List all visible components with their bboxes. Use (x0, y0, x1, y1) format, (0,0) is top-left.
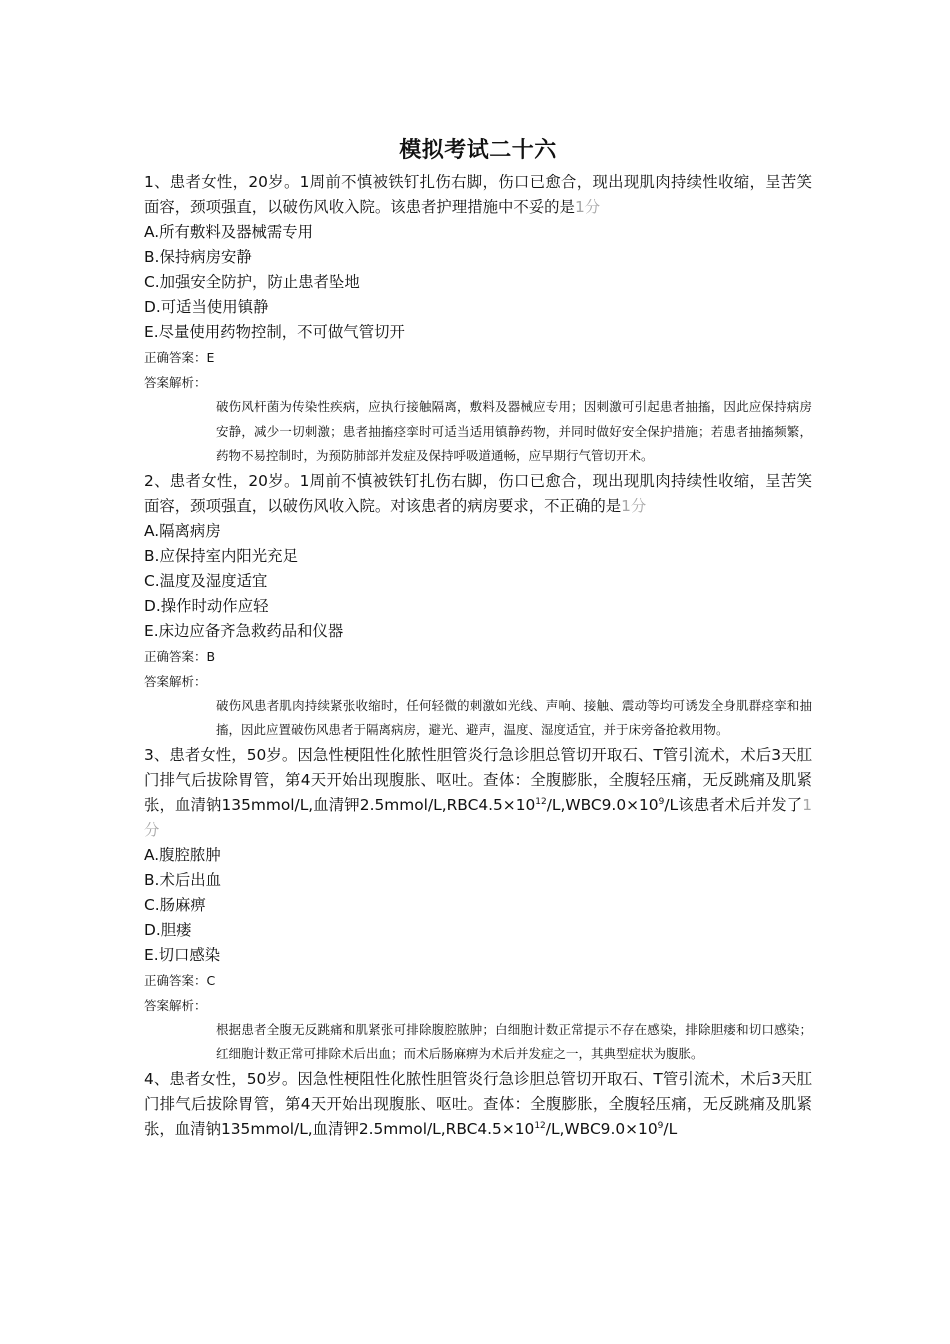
correct-answer-label: 正确答案： (144, 972, 207, 988)
question-text: 4、患者女性，50岁。因急性梗阻性化脓性胆管炎行急诊胆总管切开取石、T管引流术，术后3天肛门排气后拔除胃管，第4天开始出现腹胀、呕吐。查体：全腹膨胀，全腹轻压痛，无反跳痛及肌紧张，血清钠135mmol/L,血清钾2.5mmol/L,RBC4.5×10 (144, 1069, 812, 1138)
correct-answer (144, 968, 812, 993)
correct-answer-label: 正确答案： (144, 648, 207, 664)
option-c: C.温度及湿度适宜 (144, 571, 268, 590)
explanation-label: 答案解析： (144, 673, 207, 689)
option-a: A.隔离病房 (144, 521, 221, 540)
option-e: E.切口感染 (144, 945, 221, 964)
question-text: /L,WBC9.0×10 (545, 1119, 658, 1138)
option-d: D.胆瘘 (144, 920, 192, 939)
question-text: /L,WBC9.0×10 (546, 795, 659, 814)
superscript: 12 (535, 796, 547, 807)
option-b: B.保持病房安静 (144, 248, 252, 266)
question-text: 3、患者女性，50岁。因急性梗阻性化脓性胆管炎行急诊胆总管切开取石、T管引流术，术后3天肛门排气后拔除胃管，第4天开始出现腹胀、呕吐。查体：全腹膨胀，全腹轻压痛，无反跳痛及肌紧张，血清钠135mmol/L,血清钾2.5mmol/L,RBC4.5×10 (144, 745, 812, 814)
question-stem (144, 1067, 812, 1142)
option-d: D.操作时动作应轻 (144, 596, 269, 615)
option-b: B.术后出血 (144, 870, 222, 889)
question-text: /L (663, 1119, 678, 1138)
option-b: B.应保持室内阳光充足 (144, 546, 298, 565)
question-points: 1分 (621, 496, 647, 515)
superscript: 9 (658, 796, 665, 807)
option-e: E.尽量使用药物控制，不可做气管切开 (144, 323, 405, 341)
question-stem (144, 170, 812, 220)
question-stem (144, 469, 812, 519)
option-a: A.所有敷料及器械需专用 (144, 223, 314, 241)
question-stem (144, 743, 812, 843)
page-title: 模拟考试二十六 (399, 137, 557, 163)
option-c: C.加强安全防护，防止患者坠地 (144, 273, 360, 291)
question-points: 1分 (574, 198, 601, 216)
correct-answer-label: 正确答案： (144, 350, 207, 365)
option-c: C.肠麻痹 (144, 895, 206, 914)
option-a: A.腹腔脓肿 (144, 845, 221, 864)
document-content (144, 134, 812, 1142)
superscript: 12 (534, 1120, 546, 1131)
question-text: 1、患者女性，20岁。1周前不慎被铁钉扎伤右脚，伤口已愈合，现出现肌肉持续性收缩，呈苦笑面容，颈项强直，以破伤风收入院。该患者护理措施中不妥的是 (144, 173, 812, 216)
correct-answer-value: C (206, 972, 216, 988)
question-text: 2、患者女性，20岁。1周前不慎被铁钉扎伤右脚，伤口已愈合，现出现肌肉持续性收缩，呈苦笑面容，颈项强直，以破伤风收入院。对该患者的病房要求，不正确的是 (144, 471, 812, 515)
explanation-text: 破伤风杆菌为传染性疾病，应执行接触隔离，敷料及器械应专用；因刺激可引起患者抽搐，因此应保持病房安静，减少一切刺激；患者抽搐痉挛时可适当适用镇静药物，并同时做好安全保护措施；若患者抽搐频繁，药物不易控制时，为预防肺部并发症及保持呼吸道通畅，应早期行气管切开术。 (216, 399, 812, 463)
superscript: 9 (657, 1120, 664, 1131)
correct-answer-value: B (206, 648, 216, 664)
correct-answer-value: E (206, 350, 215, 365)
question-points: 1分 (144, 795, 812, 839)
question-text: /L该患者术后并发了 (664, 795, 803, 814)
correct-answer (144, 345, 812, 370)
option-e: E.床边应备齐急救药品和仪器 (144, 621, 344, 640)
explanation-text: 破伤风患者肌肉持续紧张收缩时，任何轻微的刺激如光线、声响、接触、震动等均可诱发全身肌群痉挛和抽搐，因此应置破伤风患者于隔离病房，避光、避声，温度、湿度适宜，并于床旁备抢救用物。 (216, 697, 812, 737)
correct-answer (144, 644, 812, 669)
explanation-text: 根据患者全腹无反跳痛和肌紧张可排除腹腔脓肿；白细胞计数正常提示不存在感染，排除胆瘘和切口感染；红细胞计数正常可排除术后出血；而术后肠麻痹为术后并发症之一，其典型症状为腹胀。 (216, 1021, 812, 1061)
explanation-label: 答案解析： (144, 375, 207, 390)
option-d: D.可适当使用镇静 (144, 298, 269, 316)
explanation-label: 答案解析： (144, 997, 207, 1013)
